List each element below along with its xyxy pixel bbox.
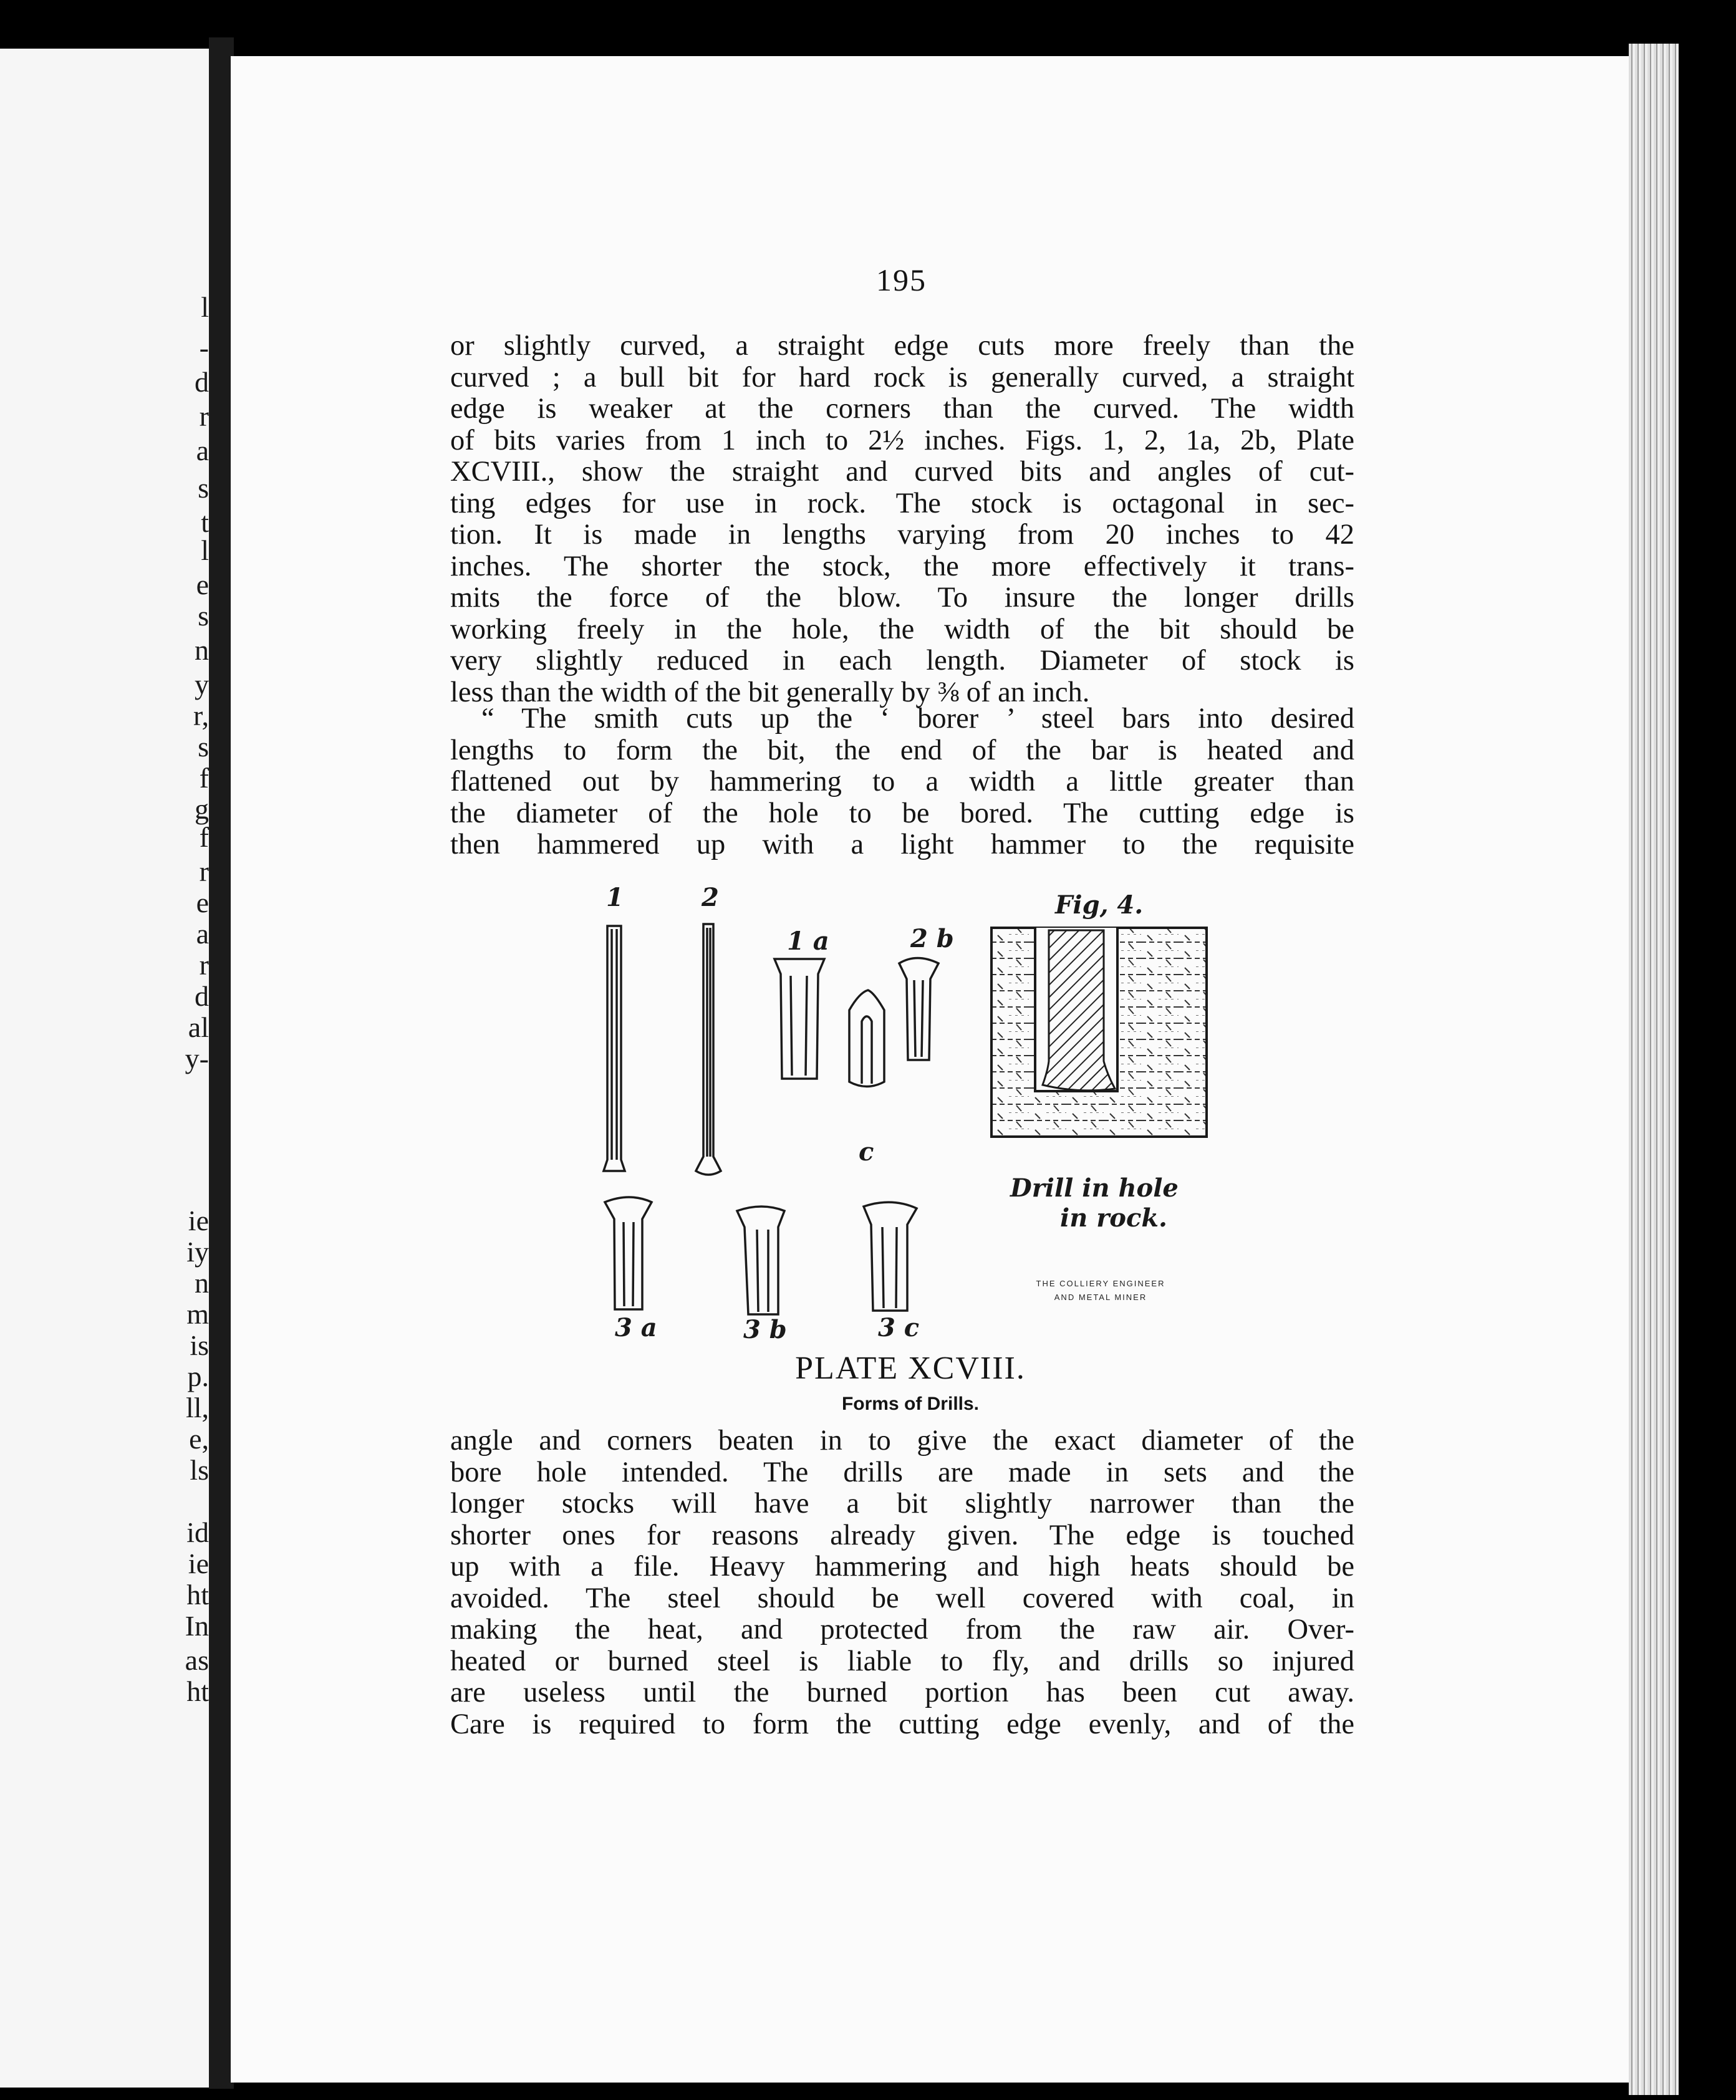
left-page-fragment: n: [195, 634, 209, 666]
left-page-fragment: ht: [186, 1675, 209, 1707]
text-line: mits the force of the blow. To insure the longer drills: [450, 582, 1354, 614]
left-page-fragment: iy: [186, 1236, 209, 1268]
left-page-fragment: y: [195, 668, 209, 700]
left-facing-page: [0, 49, 209, 2088]
text-line: edge is weaker at the corners than the curved. The width: [450, 393, 1354, 425]
left-page-fragment: t: [201, 506, 209, 538]
fig-3c-label: 3 c: [878, 1313, 920, 1342]
left-page-fragment: ie: [188, 1205, 209, 1236]
text-line: of bits varies from 1 inch to 2½ inches. Figs. 1, 2, 1a, 2b, Plate: [450, 424, 1354, 456]
left-page-fragment: ie: [188, 1548, 209, 1579]
left-page-fragment: as: [185, 1644, 209, 1676]
text-line: the diameter of the hole to be bored. The cutting edge is: [450, 797, 1354, 829]
text-line: XCVIII., show the straight and curved bits and angles of cut-: [450, 456, 1354, 488]
text-line: making the heat, and protected from the raw air. Over-: [450, 1614, 1354, 1645]
text-line: ting edges for use in rock. The stock is octagonal in sec-: [450, 487, 1354, 519]
left-page-fragment: l: [201, 534, 209, 566]
bit-c-drawing: [849, 990, 884, 1087]
left-page-fragment: s: [198, 731, 209, 763]
left-page-fragment: ls: [190, 1454, 209, 1486]
left-page-fragment: r: [199, 400, 209, 432]
paragraph-3: [450, 1425, 1354, 1740]
bit-3c-drawing: [864, 1202, 917, 1311]
text-line: angle and corners beaten in to give the exact diameter of the: [450, 1425, 1354, 1457]
text-line: tion. It is made in lengths varying from 20 inches to 42: [450, 519, 1354, 551]
text-line: heated or burned steel is liable to fly, and drills so injured: [450, 1645, 1354, 1677]
page-edges: [1629, 44, 1679, 2095]
text-line: inches. The shorter the stock, the more effectively it trans-: [450, 550, 1354, 582]
left-page-fragment: r: [199, 949, 209, 981]
bit-2b-drawing: [899, 958, 938, 1061]
left-page-fragment: m: [186, 1298, 209, 1330]
left-page-fragment: a: [196, 918, 209, 950]
left-page-fragment: id: [186, 1516, 209, 1548]
text-line: Care is required to form the cutting edge evenly, and of the: [450, 1708, 1354, 1740]
text-line: shorter ones for reasons already given. The edge is touched: [450, 1519, 1354, 1551]
left-page-fragment: n: [195, 1267, 209, 1299]
bit-3a-drawing: [605, 1197, 652, 1309]
fig-3b-label: 3 b: [743, 1315, 787, 1344]
credit-line: AND METAL MINER: [1054, 1293, 1147, 1302]
left-page-fragment: s: [198, 600, 209, 632]
paragraph-2: [450, 703, 1354, 861]
left-page-fragment: s: [198, 472, 209, 504]
bit-1a-drawing: [774, 959, 824, 1079]
left-page-fragment: f: [199, 821, 209, 853]
left-page-text-fragments: [0, 49, 209, 2088]
text-line: less than the width of the bit generally by ⅜ of an inch.: [450, 676, 1090, 708]
text-line: curved ; a bull bit for hard rock is generally curved, a straight: [450, 361, 1354, 393]
credit-line: THE COLLIERY ENGINEER: [1036, 1279, 1165, 1288]
left-page-fragment: p.: [187, 1361, 209, 1392]
text-line: then hammered up with a light hammer to the requisite: [450, 829, 1354, 860]
left-page-fragment: e,: [189, 1423, 209, 1455]
left-page-fragment: r: [199, 855, 209, 887]
left-page-fragment: a: [196, 435, 209, 466]
left-page-fragment: al: [188, 1011, 209, 1043]
left-page-fragment: is: [190, 1329, 209, 1361]
left-page-fragment: e: [196, 887, 209, 918]
left-page-fragment: e: [196, 569, 209, 600]
left-page-fragment: y-: [185, 1043, 209, 1074]
left-page-fragment: ll,: [185, 1392, 209, 1423]
fig-2-label: 2: [702, 883, 719, 912]
fig-4-caption-line-1: Drill in hole: [1010, 1173, 1179, 1203]
text-line: very slightly reduced in each length. Diameter of stock is: [450, 645, 1354, 677]
bit-3b-drawing: [737, 1207, 784, 1314]
left-page-fragment: In: [185, 1610, 209, 1642]
drill-1-drawing: [604, 926, 625, 1171]
text-line: are useless until the burned portion has been cut away.: [450, 1677, 1354, 1708]
text-line: “ The smith cuts up the ‘ borer ’ steel bars into desired: [481, 703, 1354, 735]
fig-1-label: 1: [606, 883, 624, 912]
text-line: lengths to form the bit, the end of the bar is heated and: [450, 734, 1354, 766]
left-page-fragment: d: [195, 366, 209, 398]
page-number: 195: [876, 262, 927, 297]
text-line: avoided. The steel should be well covered with coal, in: [450, 1582, 1354, 1614]
left-page-fragment: f: [199, 762, 209, 794]
left-page-fragment: g: [195, 793, 209, 825]
paragraph-1: [450, 330, 1354, 708]
plate-title: PLATE XCVIII.: [795, 1351, 1026, 1386]
text-line: flattened out by hammering to a width a little greater than: [450, 766, 1354, 797]
text-line: longer stocks will have a bit slightly narrower than the: [450, 1488, 1354, 1520]
fig-4-caption-line-2: in rock.: [1060, 1203, 1167, 1233]
text-line: working freely in the hole, the width of the bit should be: [450, 613, 1354, 645]
publisher-credit: [998, 1277, 1203, 1304]
fig-4-label: Fig, 4.: [1055, 890, 1144, 920]
text-line: bore hole intended. The drills are made in sets and the: [450, 1456, 1354, 1488]
left-page-fragment: d: [195, 980, 209, 1012]
fig-c-label: c: [859, 1137, 874, 1167]
fig-2b-label: 2 b: [910, 924, 954, 953]
left-page-fragment: r,: [193, 700, 209, 731]
drill-drawings: [580, 885, 1216, 1334]
drill-2-drawing: [696, 924, 721, 1175]
book-gutter: [209, 37, 234, 2089]
fig-1a-label: 1 a: [787, 927, 829, 956]
plate-illustration: [580, 883, 1216, 1344]
text-line: or slightly curved, a straight edge cuts more freely than the: [450, 330, 1354, 362]
fig-3a-label: 3 a: [615, 1313, 657, 1342]
left-page-fragment: l: [201, 291, 209, 323]
left-page-fragment: ht: [186, 1579, 209, 1611]
plate-subtitle: Forms of Drills.: [841, 1394, 980, 1414]
left-page-fragment: -: [199, 332, 209, 364]
text-line: up with a file. Heavy hammering and high heats should be: [450, 1551, 1354, 1582]
fig-4-drill-in-rock: [991, 928, 1207, 1137]
